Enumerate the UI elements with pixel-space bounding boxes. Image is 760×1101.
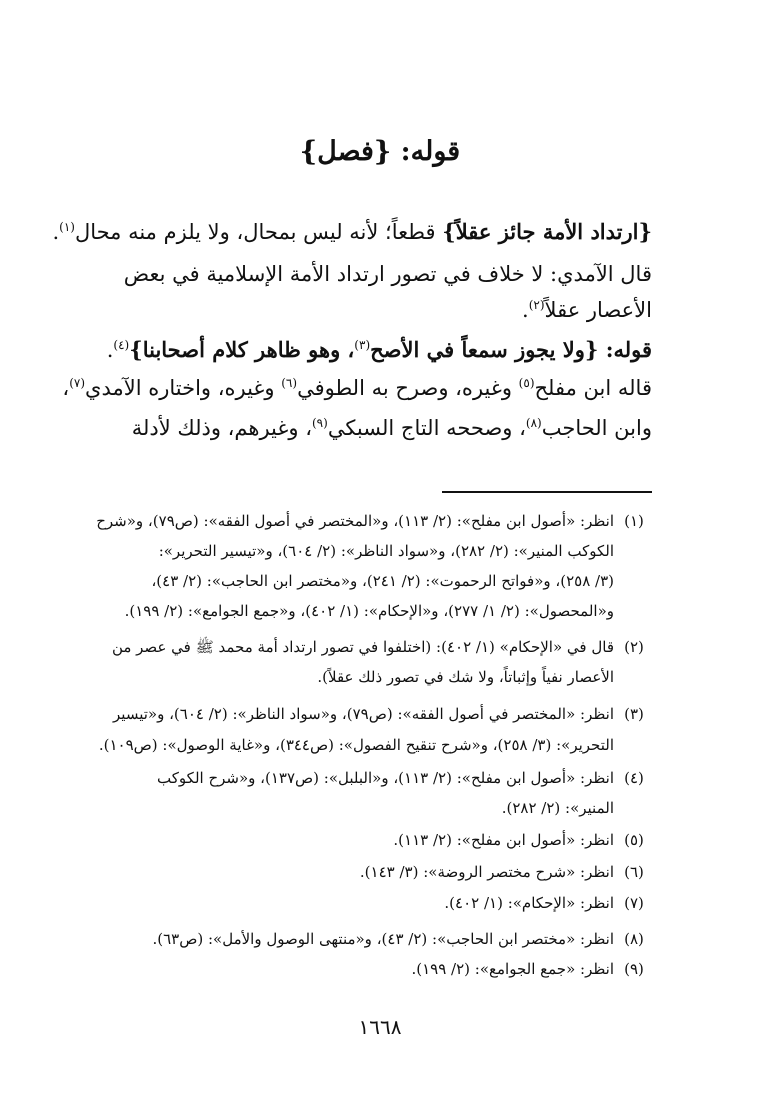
footnote-ref[interactable]: (٦) [281, 376, 298, 390]
text-run: قطعاً؛ لأنه ليس بمحال، ولا يلزم منه محال [74, 220, 443, 244]
text-run: وغيره، واختاره الآمدي [85, 376, 282, 400]
text-run: وابن الحاجب [541, 416, 652, 440]
paragraph-4-line-2 [104, 410, 652, 446]
footnote-line: انظر: «أصول ابن مفلح»: (٢/ ١١٣)، و«المختصر في أصول الفقه»: (ص٧٩)، و«شرح [96, 512, 614, 530]
footnote-number: (٩) [624, 960, 644, 978]
footnote-number: (٢) [624, 638, 644, 656]
footnote-divider [442, 491, 652, 493]
text-run: . [106, 338, 114, 362]
text-run: ، وصححه التاج السبكي [327, 416, 526, 440]
footnote-line: انظر: «جمع الجوامع»: (٢/ ١٩٩). [411, 960, 614, 978]
footnote-number: (١) [624, 512, 644, 530]
footnote-ref[interactable]: (٧) [69, 376, 86, 390]
text-run: وغيره، وصرح به الطوفي [297, 376, 519, 400]
matn-quote: ، وهو ظاهر كلام أصحابنا} [129, 337, 355, 362]
section-heading: قوله: {فصل} [299, 136, 461, 167]
footnote-ref[interactable]: (٩) [311, 416, 328, 430]
text-run: . [52, 220, 60, 244]
footnote-number: (٥) [624, 831, 644, 849]
footnote-number: (٧) [624, 894, 644, 912]
text-run: قاله ابن مفلح [534, 376, 652, 400]
footnote-ref[interactable]: (٤) [113, 338, 130, 352]
footnote-ref[interactable]: (٢) [528, 298, 545, 312]
footnote-ref[interactable]: (٣) [354, 338, 371, 352]
text-run: . [522, 298, 529, 322]
paragraph-2-line-2 [104, 292, 652, 328]
footnote-ref[interactable]: (٨) [525, 416, 542, 430]
text-run: الأعصار عقلاً [544, 298, 652, 322]
footnote-ref[interactable]: (٥) [518, 376, 535, 390]
footnote-number: (٤) [624, 769, 644, 787]
paragraph-2-line-1: قال الآمدي: لا خلاف في تصور ارتداد الأمة الإسلامية في بعض [123, 262, 652, 286]
matn-quote: {ولا يجوز سمعاً في الأصح [370, 337, 599, 362]
text-run: قوله: [598, 337, 652, 362]
footnote-line: الأعصار نفياً وإثباتاً، ولا شك في تصور ذلك عقلاً). [317, 668, 614, 686]
footnote-ref[interactable]: (١) [59, 220, 75, 234]
footnote-line: (٣/ ٢٥٨)، و«فواتح الرحموت»: (٢/ ٢٤١)، و«مختصر ابن الحاجب»: (٢/ ٤٣)، [151, 572, 614, 590]
paragraph-4-line-1 [62, 370, 652, 406]
paragraph-3 [104, 332, 652, 368]
text-run: ، [62, 376, 70, 400]
page-number: ١٦٦٨ [358, 1015, 402, 1039]
footnote-line: انظر: «شرح مختصر الروضة»: (٣/ ١٤٣). [359, 863, 614, 881]
footnote-line: المنير»: (٢/ ٢٨٢). [501, 799, 614, 817]
footnote-line: انظر: «المختصر في أصول الفقه»: (ص٧٩)، و«سواد الناظر»: (٢/ ٦٠٤)، و«تيسير [113, 705, 614, 723]
footnote-line: قال في «الإحكام» (١/ ٤٠٢): (اختلفوا في تصور ارتداد أمة محمد ﷺ في عصر من [111, 638, 614, 656]
footnote-line: انظر: «الإحكام»: (١/ ٤٠٢). [444, 894, 614, 912]
footnote-number: (٣) [624, 705, 644, 723]
matn-quote: {ارتداد الأمة جائز عقلاً} [442, 219, 652, 244]
text-run: ، وغيرهم، وذلك لأدلة [131, 416, 312, 440]
footnote-line: انظر: «أصول ابن مفلح»: (٢/ ١١٣). [393, 831, 614, 849]
footnote-line: الكوكب المنير»: (٢/ ٢٨٢)، و«سواد الناظر»: (٢/ ٦٠٤)، و«تيسير التحرير»: [158, 542, 614, 560]
footnote-line: انظر: «أصول ابن مفلح»: (٢/ ١١٣)، و«البلبل»: (ص١٣٧)، و«شرح الكوكب [157, 769, 614, 787]
footnote-line: و«المحصول»: (٢/ ١/ ٢٧٧)، و«الإحكام»: (١/ ٤٠٢)، و«جمع الجوامع»: (٢/ ١٩٩). [124, 602, 614, 620]
footnote-line: التحرير»: (٣/ ٢٥٨)، و«شرح تنقيح الفصول»: (ص٣٤٤)، و«غاية الوصول»: (ص١٠٩). [98, 736, 614, 754]
footnote-number: (٨) [624, 930, 644, 948]
paragraph-1 [52, 214, 652, 250]
footnote-line: انظر: «مختصر ابن الحاجب»: (٢/ ٤٣)، و«منتهى الوصول والأمل»: (ص٦٣). [152, 930, 614, 948]
footnote-number: (٦) [624, 863, 644, 881]
